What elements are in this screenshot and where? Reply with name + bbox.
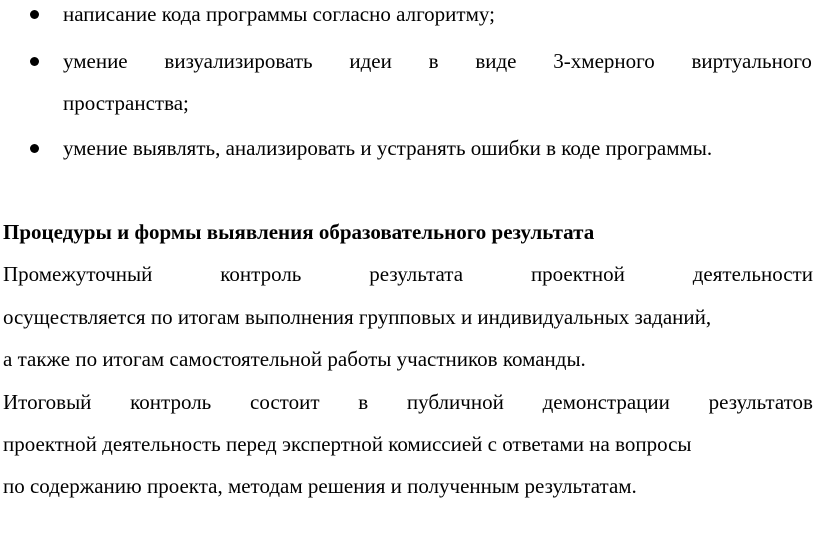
- paragraph-justified-line: [3, 262, 813, 286]
- bullet-marker: [30, 144, 39, 153]
- bullet-marker: [30, 10, 39, 19]
- bullet-item-justified-line: [63, 49, 812, 73]
- word: Промежуточный: [3, 262, 153, 286]
- paragraph-justified-line: [3, 390, 813, 414]
- bullet-marker: [30, 57, 39, 66]
- word: результата: [369, 262, 464, 286]
- bullet-item-text: умение выявлять, анализировать и устранять ошибки в коде программы.: [63, 136, 713, 160]
- paragraph-line: проектной деятельность перед экспертной комиссией с ответами на вопросы: [3, 432, 692, 456]
- word: деятельности: [692, 262, 813, 286]
- word: результатов: [708, 390, 813, 414]
- word: проектной: [530, 262, 625, 286]
- word: контроль: [130, 390, 212, 414]
- paragraph-line: по содержанию проекта, методам решения и полученным результатам.: [3, 474, 637, 498]
- word: виде: [475, 49, 517, 73]
- word: в: [358, 390, 369, 414]
- word: умение: [63, 49, 128, 73]
- paragraph-line: осуществляется по итогам выполнения групповых и индивидуальных заданий,: [3, 305, 712, 329]
- word: визуализировать: [164, 49, 313, 73]
- bullet-item-text: написание кода программы согласно алгоритму;: [63, 2, 495, 26]
- word: идеи: [349, 49, 392, 73]
- word: публичной: [406, 390, 504, 414]
- section-heading: Процедуры и формы выявления образовательного результата: [3, 220, 595, 244]
- word: контроль: [220, 262, 302, 286]
- bullet-item-text-continuation: пространства;: [63, 91, 189, 115]
- word: Итоговый: [3, 390, 92, 414]
- paragraph-line: а также по итогам самостоятельной работы участников команды.: [3, 347, 586, 371]
- word: 3-хмерного: [553, 49, 655, 73]
- word: состоит: [250, 390, 320, 414]
- word: демонстрации: [542, 390, 670, 414]
- word: виртуального: [691, 49, 812, 73]
- word: в: [428, 49, 439, 73]
